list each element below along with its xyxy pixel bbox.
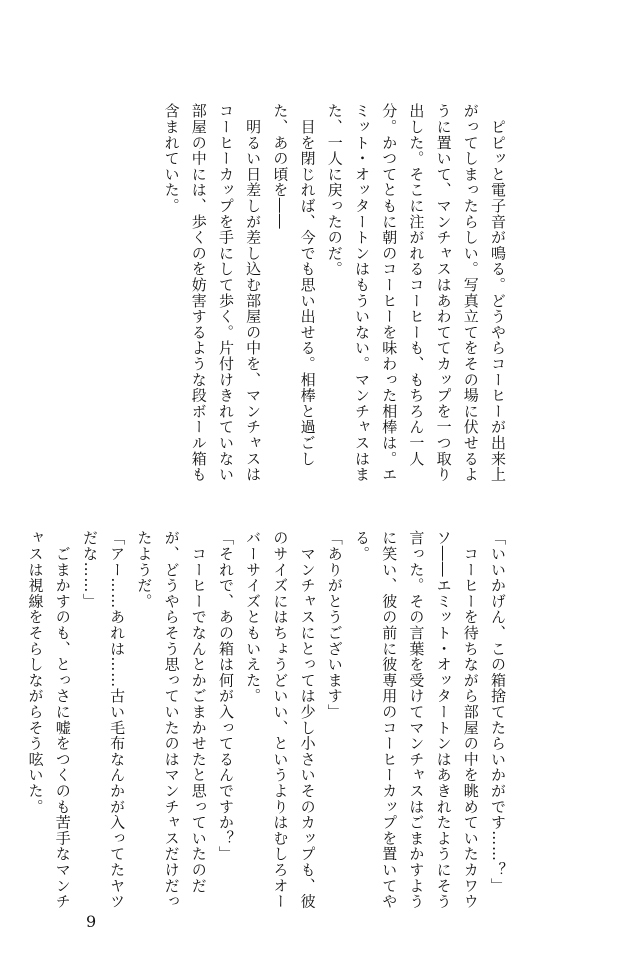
page-number: 9: [86, 912, 97, 931]
paragraph: コーヒーでなんとかごまかせたと思っていたのだが、どうやらそう思っていたのはマンチャスだけだったようだ。: [135, 530, 208, 910]
paragraph: 「いいかげん、この箱捨てたらいかがです……？」: [489, 530, 507, 894]
paragraph: 目を閉じれば、今でも思い出せる。相棒と過ごした、あの頃を――: [271, 103, 317, 467]
paragraph: ピピッと電子音が鳴る。どうやらコーヒーが出来上がってしまったらしい。写真立てをその場に伏せるように置いて、マンチャスはあわててカップを一つ取り出した。そこに注がれるコーヒーも、もちろん一人分。かつてともに朝のコーヒーを味わった相棒は。エミット・オッタートンはもういない。マンチャスはまた、一人に戻ったのだ。: [325, 103, 507, 483]
paragraph: 「それで、あの箱は何が入ってるんですか？」: [216, 530, 235, 862]
paragraph: マンチャスにとっては少し小さいそのカップも、彼のサイズにはちょうどいい、というよりはむしろオーバーサイズともいえた。: [244, 530, 317, 910]
bottom-text-block: [26, 530, 511, 910]
paragraph: 「ありがとうございます」: [325, 530, 344, 720]
paragraph: ごまかすのも、とっさに嘘をつくのも苦手なマンチャスは視線をそらしながらそう呟いた。: [26, 530, 72, 910]
paragraph: 明るい日差しが差し込む部屋の中を、マンチャスはコーヒーカップを手にして歩く。片付けきれていない部屋の中には、歩くのを妨害するような段ボール箱も含まれていた。: [162, 103, 263, 483]
paragraph: コーヒーを待ちながら部屋の中を眺めていたカワウソ――エミット・オッタートンはあきれたようにそう言った。その言葉を受けてマンチャスはごまかすように笑い、彼の前に彼専用のコーヒーカップを置いてやる。: [352, 530, 480, 910]
paragraph: 「アー……あれは……古い毛布なんかが入ってたヤツだな……」: [80, 530, 127, 910]
top-text-block: [79, 103, 511, 483]
